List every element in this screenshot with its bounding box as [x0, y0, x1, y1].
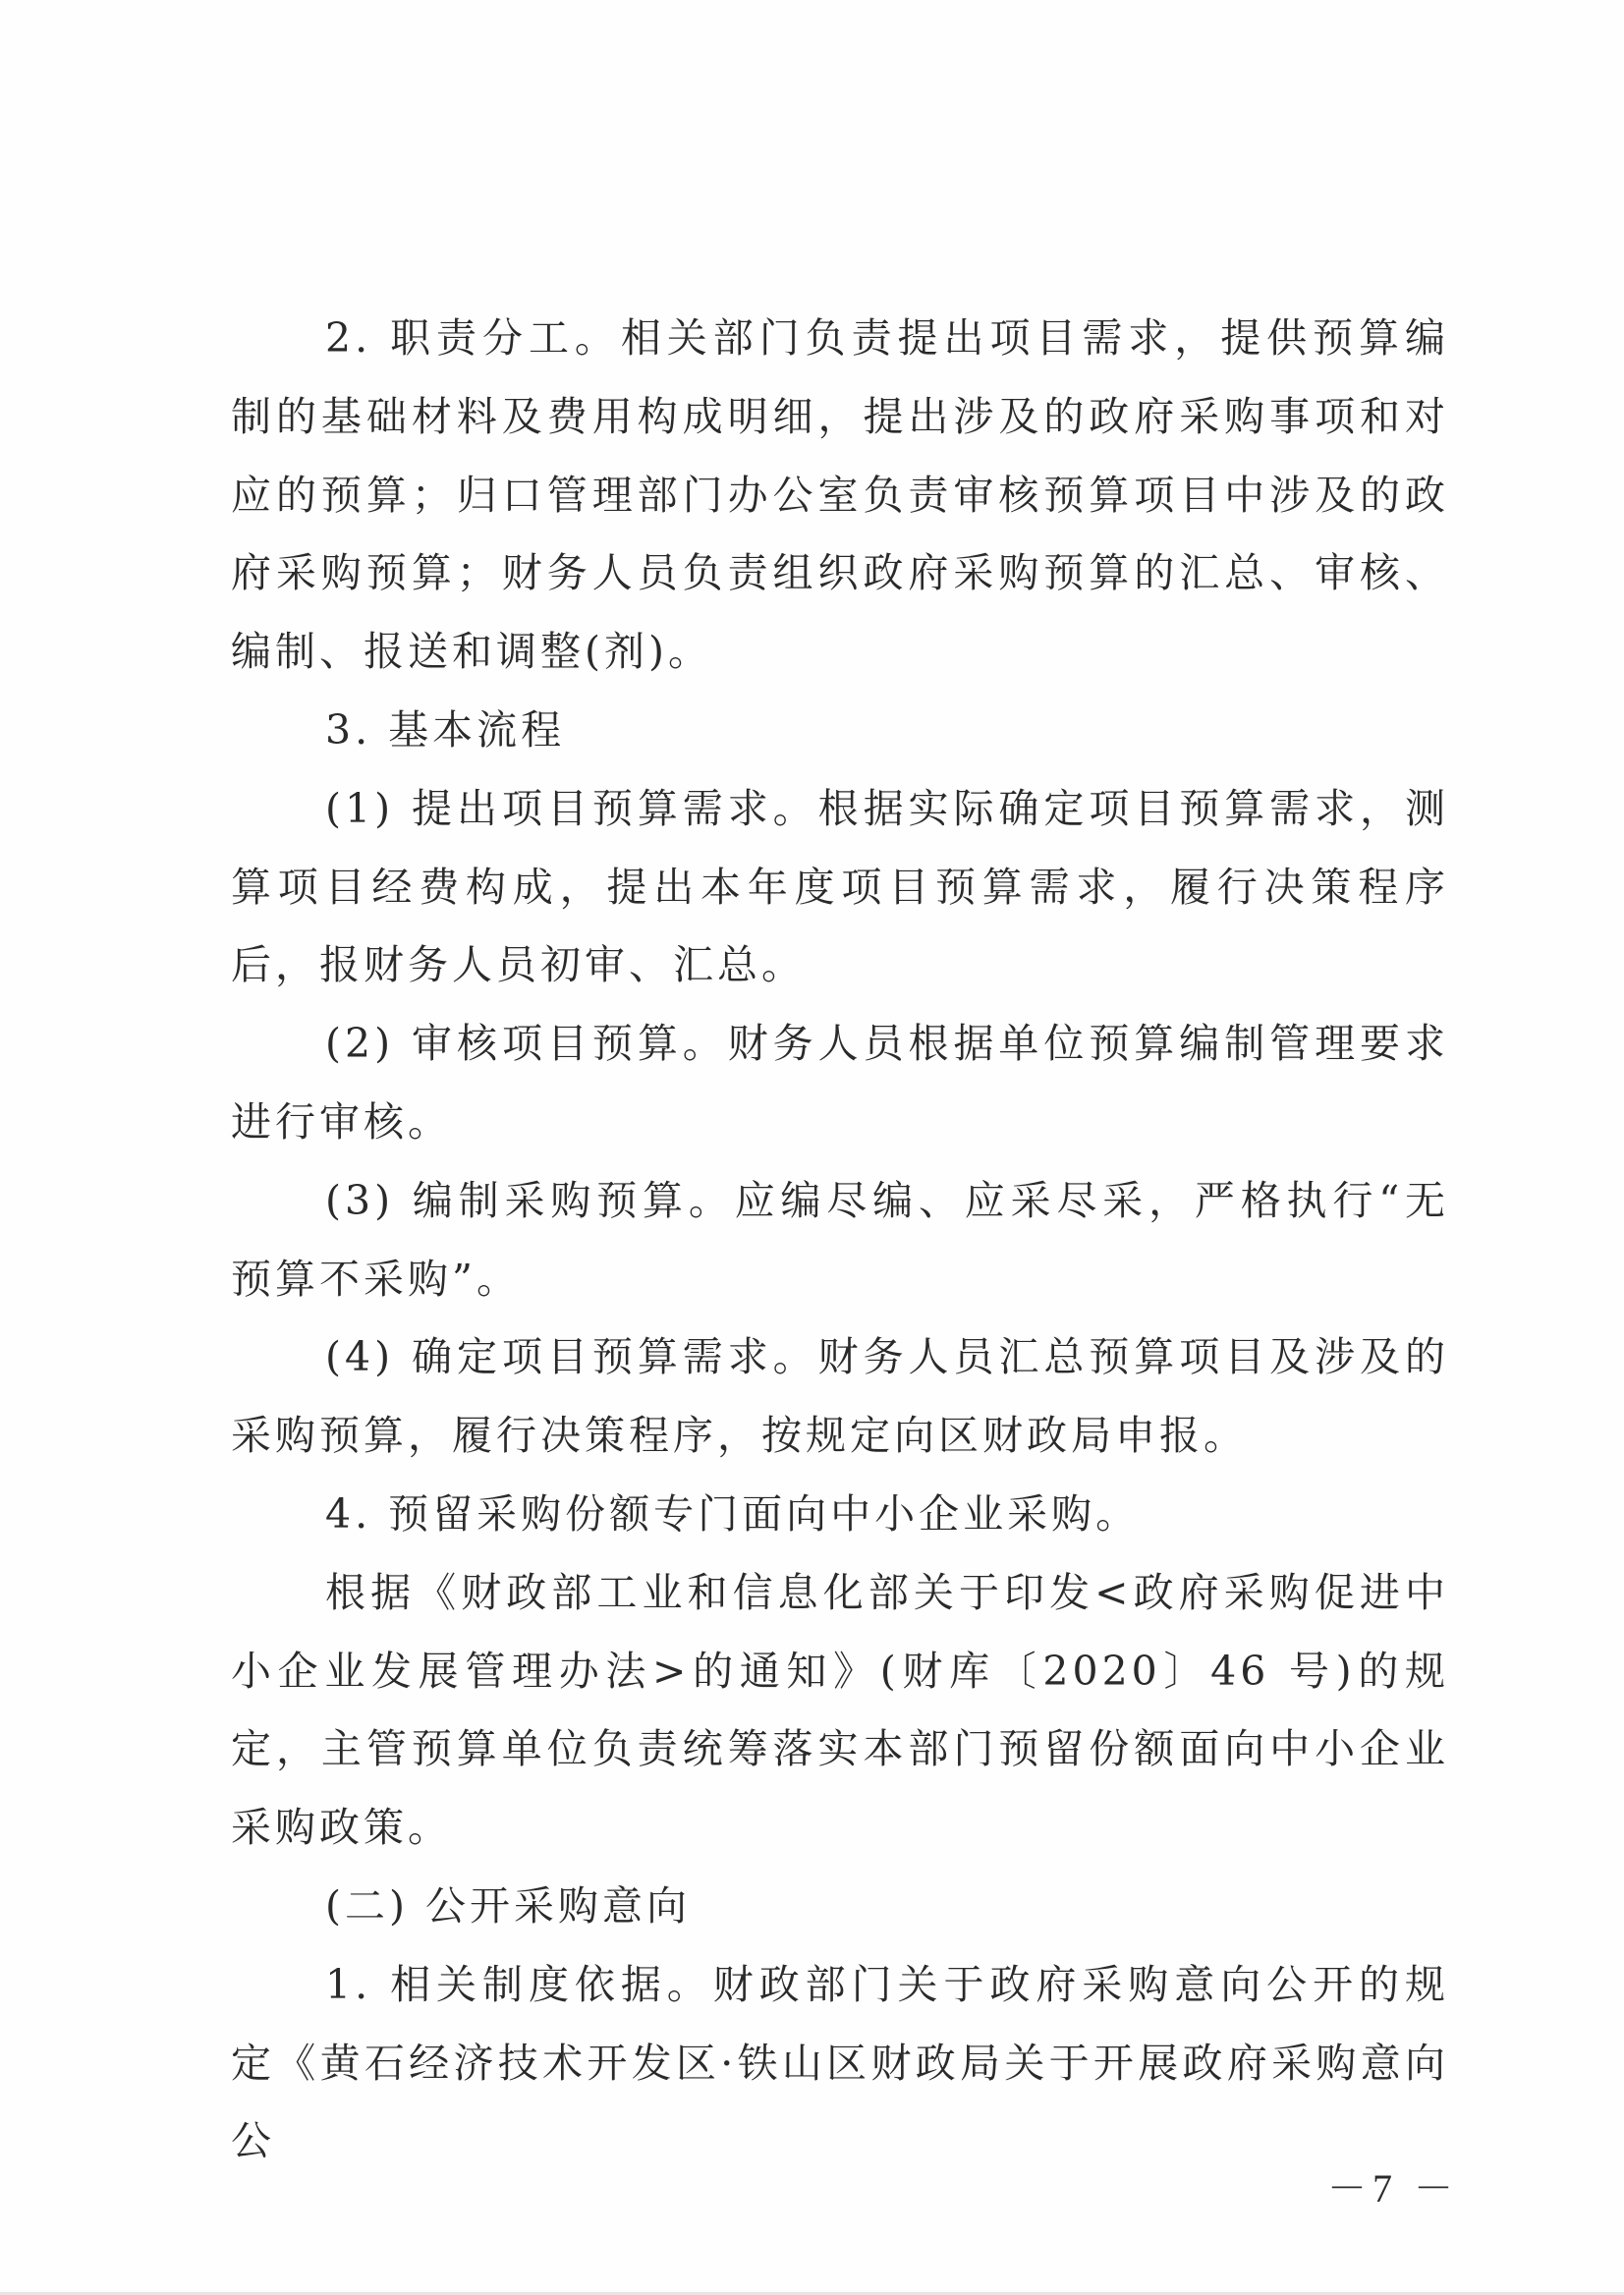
paragraph-step-4: (4) 确定项目预算需求。财务人员汇总预算项目及涉及的采购预算，履行决策程序，按规定向区财政局申报。 [231, 1333, 1449, 1460]
paragraph-step-1: (1) 提出项目预算需求。根据实际确定项目预算需求，测算项目经费构成，提出本年度项目预算需求，履行决策程序后，报财务人员初审、汇总。 [231, 784, 1449, 989]
paragraph-responsibility-division: 2. 职责分工。相关部门负责提出项目需求，提供预算编制的基础材料及费用构成明细，提出涉及的政府采购事项和对应的预算；归口管理部门办公室负责审核预算项目中涉及的政府采购预算；财务人员负责组织政府采购预算的汇总、审核、编制、报送和调整(剂)。 [231, 314, 1449, 676]
body-text [231, 300, 1449, 2181]
paragraph-sme-policy: 根据《财政部工业和信息化部关于印发<政府采购促进中小企业发展管理办法>的通知》(财库〔2020〕46 号)的规定，主管预算单位负责统筹落实本部门预留份额面向中小企业采购政策。 [231, 1568, 1449, 1852]
paragraph-step-2: (2) 审核项目预算。财务人员根据单位预算编制管理要求进行审核。 [231, 1020, 1449, 1146]
paragraph-regulation-basis: 1. 相关制度依据。财政部门关于政府采购意向公开的规定《黄石经济技术开发区·铁山区财政局关于开展政府采购意向公 [231, 1960, 1449, 2165]
heading-sme-share: 4. 预留采购份额专门面向中小企业采购。 [325, 1489, 1141, 1538]
heading-public-intent: (二) 公开采购意向 [325, 1881, 692, 1930]
paragraph-step-3: (3) 编制采购预算。应编尽编、应采尽采，严格执行“无预算不采购”。 [231, 1176, 1449, 1303]
page-number: －7 － [1327, 2166, 1459, 2211]
heading-basic-process: 3. 基本流程 [325, 705, 566, 754]
